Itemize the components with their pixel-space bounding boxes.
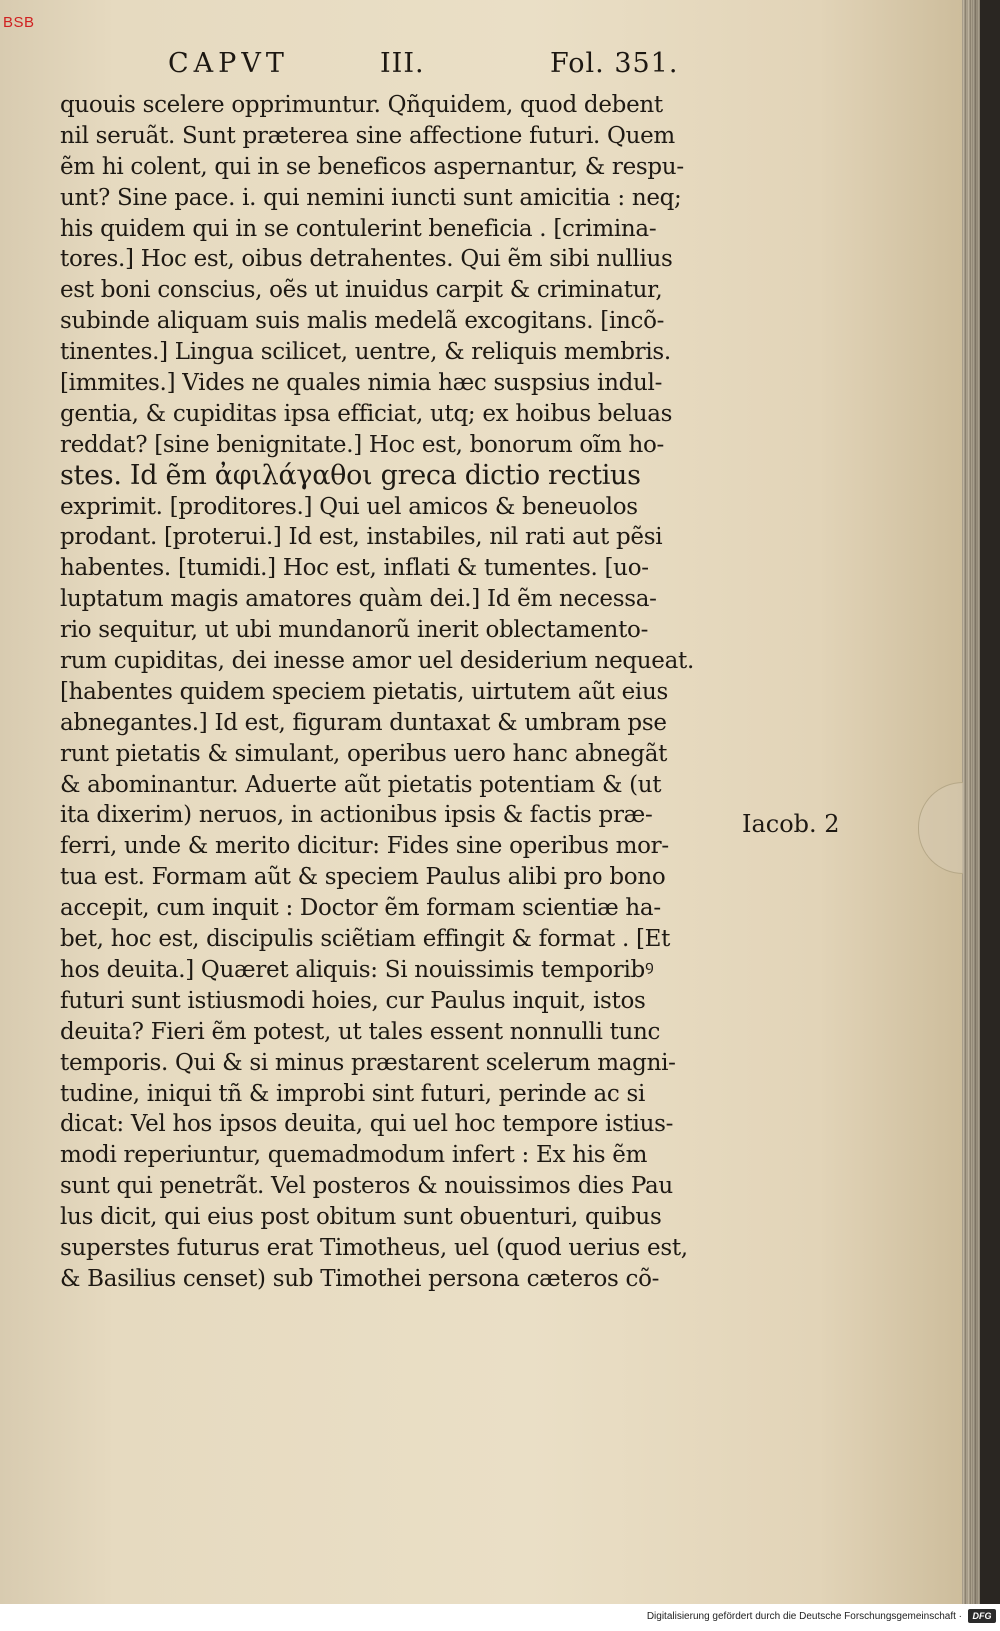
text-line: [habentes quidem speciem pietatis, uirtutem aũt eius xyxy=(60,678,668,705)
text-line: modi reperiuntur, quemadmodum infert : Ex his ẽm xyxy=(60,1142,648,1169)
text-line: est boni conscius, oẽs ut inuidus carpit & criminatur, xyxy=(60,277,663,304)
text-line: ẽm hi colent, qui in se beneficos aspernantur, & respu‑ xyxy=(60,153,684,180)
text-line: reddat? [sine benignitate.] Hoc est, bonorum oĩm ho‑ xyxy=(60,431,665,458)
text-line: tua est. Formam aũt & speciem Paulus alibi pro bono xyxy=(60,864,666,891)
text-line: unt? Sine pace. i. qui nemini iuncti sunt amicitia : neq; xyxy=(60,184,682,211)
text-line: tores.] Hoc est, oibus detrahentes. Qui ẽm sibi nullius xyxy=(60,246,673,273)
text-line: quouis scelere opprimuntur. Qñquidem, quod debent xyxy=(60,92,663,118)
text-line: abnegantes.] Id est, figuram duntaxat & umbram pse xyxy=(60,709,667,736)
digitization-credit: Digitalisierung gefördert durch die Deutsche Forschungsgemeinschaft · xyxy=(646,1611,962,1622)
text-line: deuita? Fieri ẽm potest, ut tales essent nonnulli tunc xyxy=(60,1018,661,1045)
text-line: gentia, & cupiditas ipsa efficiat, utq; ex hoibus beluas xyxy=(60,400,673,427)
text-line: bet, hoc est, discipulis sciẽtiam effingit & format . [Et xyxy=(60,926,671,953)
page-edges-outer xyxy=(972,0,980,1604)
text-line: temporis. Qui & si minus præstarent scelerum magni‑ xyxy=(60,1049,676,1076)
text-line: nil seruãt. Sunt præterea sine affectione futuri. Quem xyxy=(60,122,675,149)
text-line: habentes. [tumidi.] Hoc est, inflati & tumentes. [uo‑ xyxy=(60,555,649,582)
running-head xyxy=(168,48,688,84)
text-line: [immites.] Vides ne quales nimia hæc suspsius indul‑ xyxy=(60,370,663,397)
text-line: his quidem qui in se contulerint beneficia . [crimina‑ xyxy=(60,215,657,242)
text-line: runt pietatis & simulant, operibus uero hanc abnegãt xyxy=(60,740,668,767)
running-head-folio: Fol. 351. xyxy=(550,48,679,79)
library-stamp: BSB xyxy=(3,14,35,31)
text-line: dicat: Vel hos ipsos deuita, qui uel hoc tempore istius‑ xyxy=(60,1111,674,1138)
text-line: luptatum magis amatores quàm dei.] Id ẽm necessa‑ xyxy=(60,586,657,613)
text-line: futuri sunt istiusmodi hoies, cur Paulus inquit, istos xyxy=(60,987,646,1014)
text-line: tinentes.] Lingua scilicet, uentre, & reliquis membris. xyxy=(60,339,671,366)
text-line: rio sequitur, ut ubi mundanorũ inerit oblectamento‑ xyxy=(60,617,649,644)
running-head-caput: CAPVT xyxy=(168,48,289,79)
text-line: & Basilius censet) sub Timothei persona cæteros cõ‑ xyxy=(60,1265,660,1292)
body-text xyxy=(60,90,736,1295)
text-line: superstes futurus erat Timotheus, uel (quod uerius est, xyxy=(60,1234,688,1261)
margin-note: Iacob. 2 xyxy=(742,810,840,838)
text-line: ferri, unde & merito dicitur: Fides sine operibus mor‑ xyxy=(60,833,669,860)
text-line: ita dixerim) neruos, in actionibus ipsis & factis præ‑ xyxy=(60,802,653,829)
text-line: hos deuita.] Quæret aliquis: Si nouissimis temporibꝰ xyxy=(60,956,654,983)
text-line: exprimit. [proditores.] Qui uel amicos & beneuolos xyxy=(60,493,638,520)
text-line: accepit, cum inquit : Doctor ẽm formam scientiæ ha‑ xyxy=(60,895,661,922)
text-line: subinde aliquam suis malis medelã excogitans. [incõ‑ xyxy=(60,308,665,335)
text-line: sunt qui penetrãt. Vel posteros & nouissimos dies Pau xyxy=(60,1173,673,1200)
dfg-logo-icon: DFG xyxy=(968,1609,996,1623)
text-line: tudine, iniqui tñ & improbi sint futuri, perinde ac si xyxy=(60,1080,646,1107)
text-line: & abominantur. Aduerte aũt pietatis potentiam & (ut xyxy=(60,771,662,798)
text-line: prodant. [proterui.] Id est, instabiles, nil rati aut pẽsi xyxy=(60,524,663,551)
running-head-chapter-numeral: III. xyxy=(380,48,425,79)
text-line-greek: stes. Id ẽm ἀφιλάγαθοι greca dictio rectius xyxy=(60,459,641,491)
text-line: rum cupiditas, dei inesse amor uel desiderium nequeat. xyxy=(60,648,694,675)
page-edges xyxy=(962,0,972,1604)
text-line: lus dicit, qui eius post obitum sunt obuenturi, quibus xyxy=(60,1204,662,1231)
